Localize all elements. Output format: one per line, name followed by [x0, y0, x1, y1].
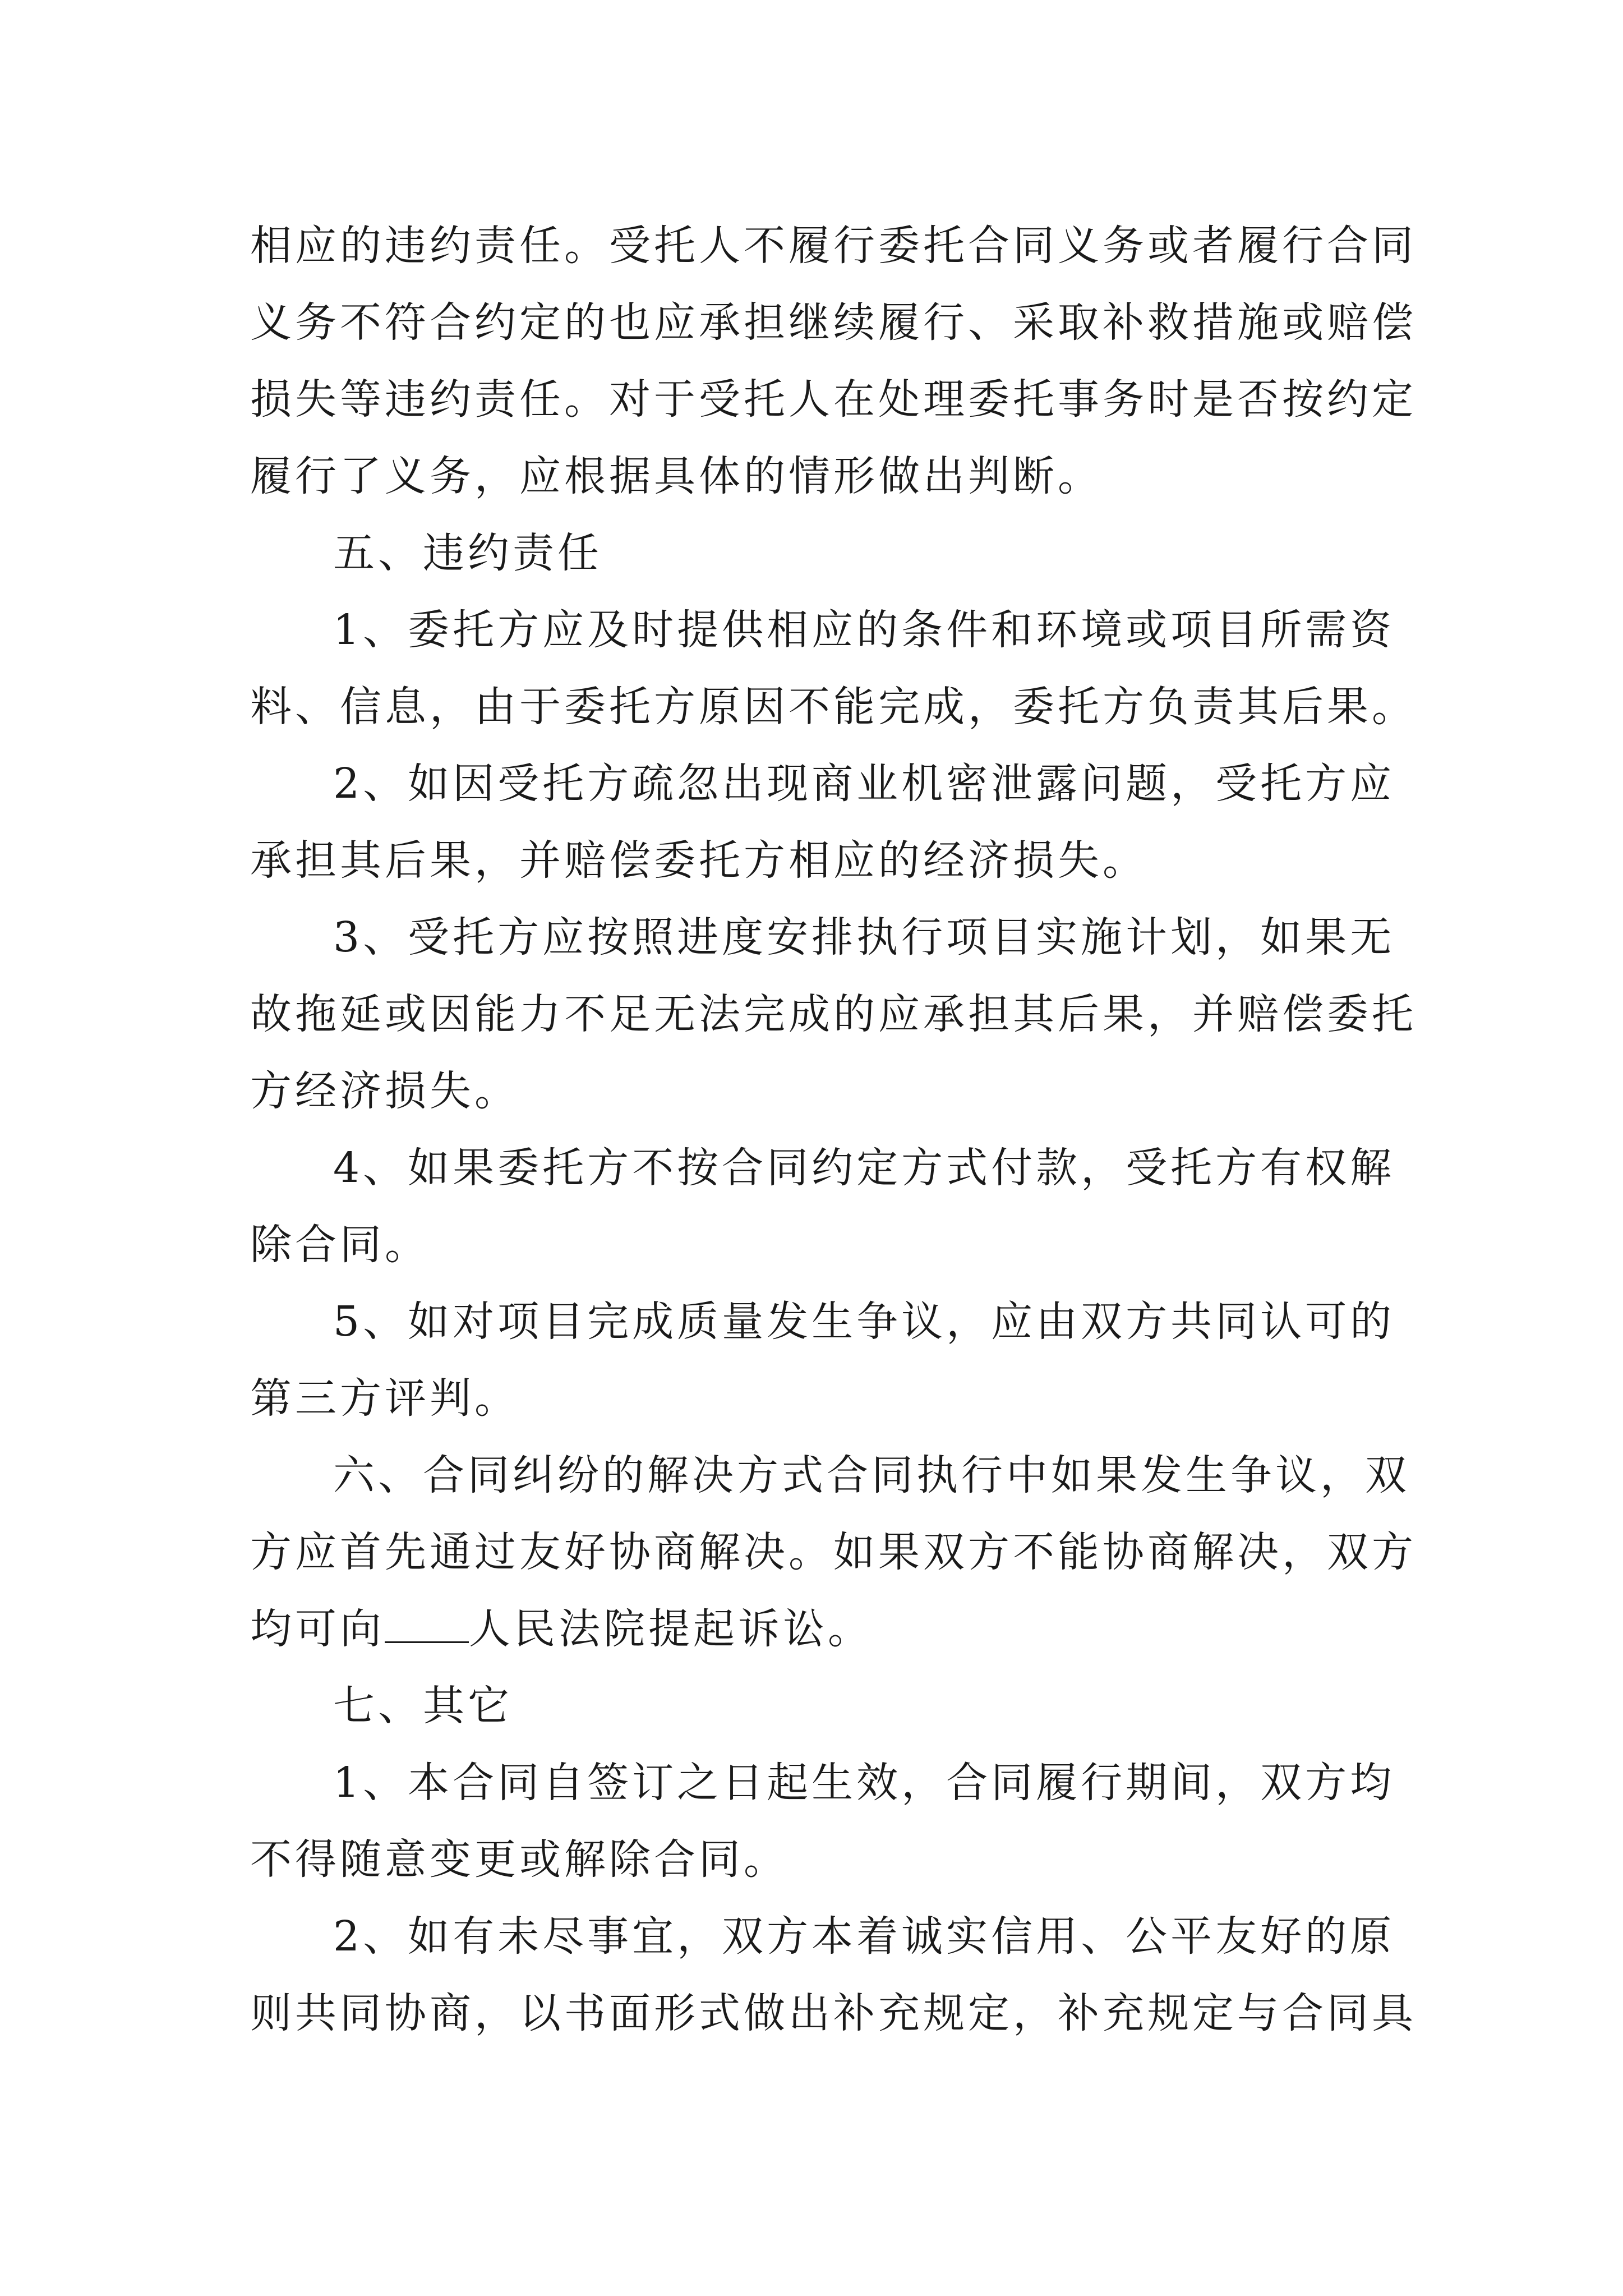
- text-line: 承担其后果，并赔偿委托方相应的经济损失。: [250, 836, 1147, 885]
- text-line: 2、如有未尽事宜，双方本着诚实信用、公平友好的原: [333, 1912, 1395, 1961]
- text-line: 3、受托方应按照进度安排执行项目实施计划，如果无: [333, 913, 1395, 961]
- text-line-with-blank: [250, 1595, 873, 1663]
- text-line: 1、本合同自签订之日起生效，合同履行期间，双方均: [333, 1759, 1395, 1807]
- text-line: 1、委托方应及时提供相应的条件和环境或项目所需资: [333, 606, 1395, 654]
- fill-in-blank: [385, 1604, 469, 1643]
- section-heading: 七、其它: [333, 1682, 513, 1730]
- text-line: 第三方评判。: [250, 1374, 519, 1423]
- text-line: 料、信息，由于委托方原因不能完成，委托方负责其后果。: [250, 683, 1417, 731]
- text-line: 不得随意变更或解除合同。: [250, 1835, 789, 1884]
- text-line: 5、如对项目完成质量发生争议，应由双方共同认可的: [333, 1297, 1395, 1346]
- text-line: 方应首先通过友好协商解决。如果双方不能协商解决，双方: [250, 1528, 1417, 1576]
- text-line: 2、如因受托方疏忽出现商业机密泄露问题，受托方应: [333, 760, 1395, 808]
- text-line: 方经济损失。: [250, 1067, 519, 1115]
- text-line: 损失等违约责任。对于受托人在处理委托事务时是否按约定: [250, 375, 1417, 424]
- text-line: 履行了义务，应根据具体的情形做出判断。: [250, 452, 1103, 500]
- text-line: 4、如果委托方不按合同约定方式付款，受托方有权解: [333, 1144, 1395, 1192]
- text-line: 义务不符合约定的也应承担继续履行、采取补救措施或赔偿: [250, 298, 1417, 347]
- text-line: 相应的违约责任。受托人不履行委托合同义务或者履行合同: [250, 222, 1417, 270]
- text-line: 六、合同纠纷的解决方式合同执行中如果发生争议，双: [333, 1451, 1410, 1499]
- section-heading: 五、违约责任: [333, 529, 602, 577]
- text-line: 则共同协商，以书面形式做出补充规定，补充规定与合同具: [250, 1989, 1417, 2037]
- text-segment: 均可向: [250, 1605, 385, 1653]
- text-line: 故拖延或因能力不足无法完成的应承担其后果，并赔偿委托: [250, 990, 1417, 1038]
- text-segment: 人民法院提起诉讼。: [469, 1605, 873, 1653]
- text-line: 除合同。: [250, 1221, 430, 1269]
